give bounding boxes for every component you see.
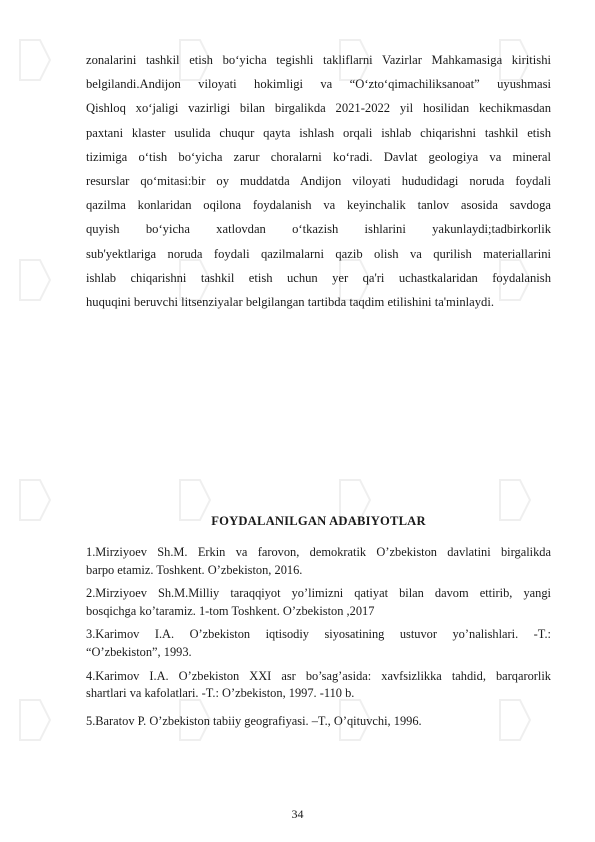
reference-item xyxy=(86,713,551,731)
reference-line: 5.Baratov P. O’zbekiston tabiiy geografiyasi. –T., O’qituvchi, 1996. xyxy=(86,713,422,728)
reference-line: “O’zbekiston”, 1993. xyxy=(86,644,192,659)
reference-item xyxy=(86,544,551,579)
body-line: quyish bo‘yicha xatlovdan o‘tkazish ishlarini yakunlaydi;tadbirkorlik xyxy=(86,222,551,237)
body-text-block xyxy=(86,48,551,314)
reference-item xyxy=(86,585,551,620)
reference-line: barpo etamiz. Toshkent. O’zbekiston, 2016. xyxy=(86,562,303,577)
reference-line: 4.Karimov I.A. O’zbekiston XXI asr bo’sag’asida: xavfsizlikka tahdid, barqarorlik xyxy=(86,668,551,683)
body-line: ishlab chiqarishni tashkil etish uchun yer qa'ri uchastkalaridan foydalanish xyxy=(86,270,551,285)
body-line: zonalarini tashkil etish bo‘yicha tegishli takliflarni Vazirlar Mahkamasiga kiritishi xyxy=(86,53,551,67)
body-line: belgilandi.Andijon viloyati hokimligi va “O‘zto‘qimachiliksanoat” uyushmasi xyxy=(86,77,551,92)
references-title: FOYDALANILGAN ADABIYOTLAR xyxy=(211,514,426,528)
body-line: resurslar qo‘mitasi:bir oy muddatda Andijon viloyati hududidagi noruda foydali xyxy=(86,174,551,189)
reference-item xyxy=(86,626,551,661)
page-number: 34 xyxy=(291,807,304,821)
body-paragraph xyxy=(86,48,551,314)
references-list xyxy=(86,544,551,736)
body-line: huquqini beruvchi litsenziyalar belgilangan tartibda taqdim etilishini ta'minlaydi. xyxy=(86,295,494,310)
reference-line: 2.Mirziyoev Sh.M.Milliy taraqqiyot yo’limizni qatiyat bilan davom ettirib, yangi xyxy=(86,586,551,601)
reference-line: shartlari va kafolatlari. -T.: O’zbekiston, 1997. -110 b. xyxy=(86,686,355,701)
reference-line: 1.Mirziyoev Sh.M. Erkin va farovon, demokratik O’zbekiston davlatini birgalikda xyxy=(86,545,551,559)
body-line: sub'yektlariga noruda foydali qazilmalarni qazib olish va qurilish materiallarini xyxy=(86,246,551,261)
body-line: qazilma konlaridan oqilona foydalanish va keyinchalik tanlov asosida savdoga xyxy=(86,198,551,213)
body-line: tizimiga o‘tish bo‘yicha zarur choralarni ko‘radi. Davlat geologiya va mineral xyxy=(86,149,551,164)
body-line: Qishloq xo‘jaligi vazirligi bilan birgalikda 2021-2022 yil hosilidan kechikmasdan xyxy=(86,101,551,116)
reference-line: bosqichga ko’taramiz. 1-tom Toshkent. O’zbekiston ,2017 xyxy=(86,603,375,618)
reference-line: 3.Karimov I.A. O’zbekiston iqtisodiy siyosatining ustuvor yo’nalishlari. -T.: xyxy=(86,627,551,642)
body-line: paxtani klaster usulida chuqur qayta ishlash orqali ishlab chiqarishni tashkil etish xyxy=(86,125,551,140)
reference-item xyxy=(86,668,551,703)
